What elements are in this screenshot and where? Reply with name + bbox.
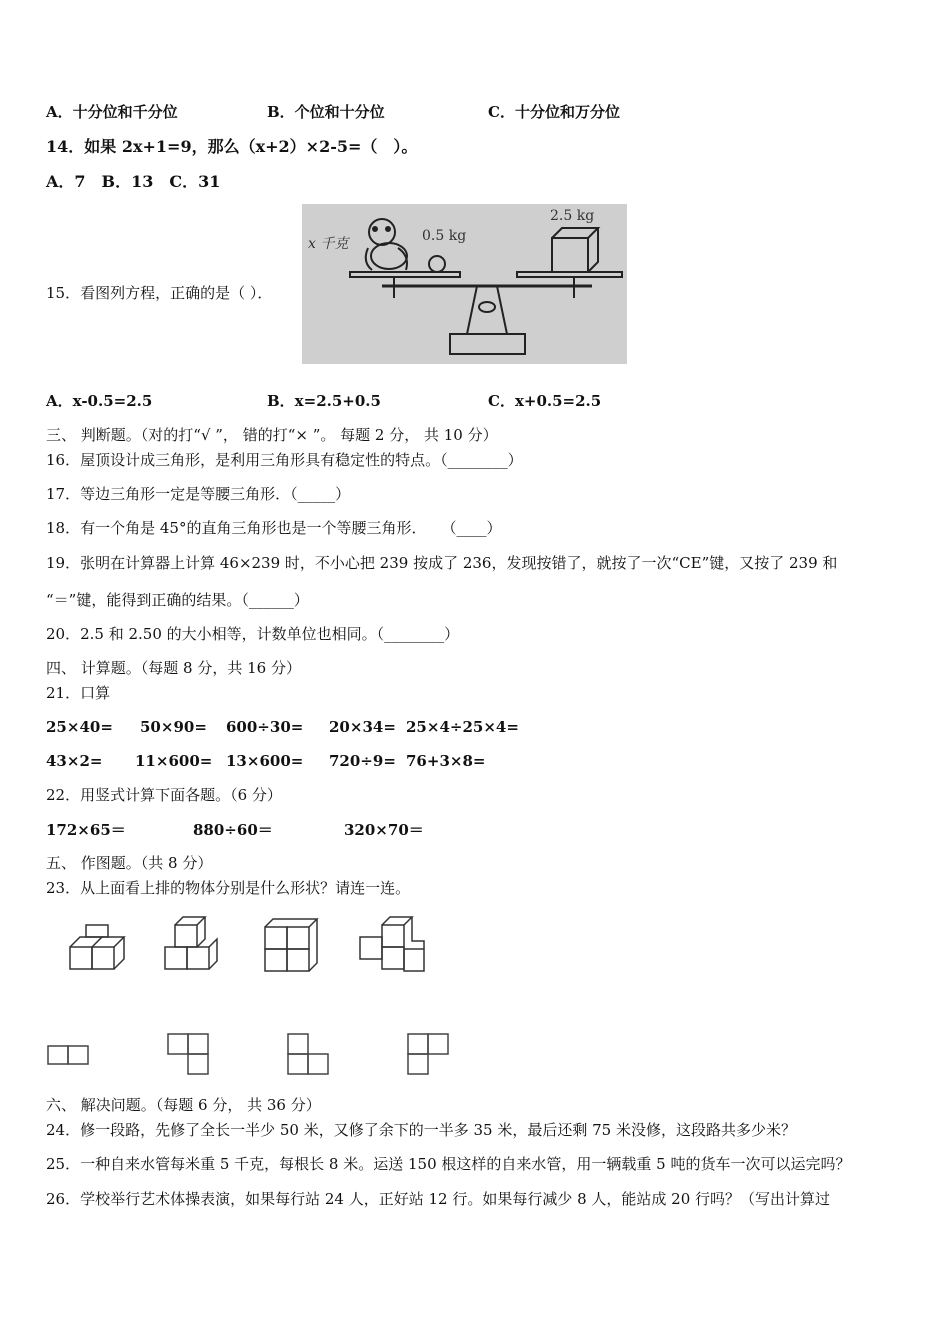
q19-line1: 19．张明在计算器上计算 46×239 时，不小心把 239 按成了 236，发现按错了，就按了一次“CE”键，又按了 239 和: [46, 554, 838, 572]
q14-options: A．7 B．13 C．31: [46, 172, 221, 191]
top-view-shape-2: [168, 1034, 208, 1074]
q15-option-b: B．x=2.5+0.5: [267, 392, 381, 410]
q19-line2: “＝”键，能得到正确的结果。（______）: [46, 591, 309, 609]
q23: 23．从上面看上排的物体分别是什么形状？请连一连。: [46, 879, 411, 897]
calc-item: 20×34=: [329, 718, 396, 736]
calc-item: 25×4÷25×4=: [406, 718, 519, 736]
q24: 24．修一段路，先修了全长一半少 50 米，又修了余下的一半多 35 米，最后还剩 75 米没修，这段路共多少米？: [46, 1121, 796, 1139]
q15-option-a: A．x-0.5=2.5: [46, 392, 153, 410]
q14-stem: 14．如果 2x+1=9，那么（x+2）×2-5=（ ）。: [46, 137, 418, 156]
q26: 26．学校举行艺术体操表演，如果每行站 24 人，正好站 12 行。如果每行减少 8 人，能站成 20 行吗？（写出计算过: [46, 1190, 831, 1208]
q13-option-a: A．十分位和千分位: [46, 103, 178, 121]
top-view-shape-1: [48, 1046, 88, 1064]
calc-item: 600÷30=: [226, 718, 304, 736]
calc-item: 76+3×8=: [406, 752, 486, 770]
q13-option-c: C．十分位和万分位: [488, 103, 620, 121]
q15-option-c: C．x+0.5=2.5: [488, 392, 602, 410]
calc-item: 880÷60＝: [193, 821, 273, 839]
top-view-shapes-row: [40, 1028, 460, 1083]
top-view-shape-3: [288, 1034, 328, 1074]
section5-title: 五、 作图题。（共 8 分）: [46, 854, 213, 872]
section6-title: 六、 解决问题。（每题 6 分， 共 36 分）: [46, 1096, 321, 1114]
q25: 25．一种自来水管每米重 5 千克，每根长 8 米。运送 150 根这样的自来水管，用一辆载重 5 吨的货车一次可以运完吗？: [46, 1155, 851, 1173]
block-figures-row: [60, 915, 440, 980]
section4-title: 四、 计算题。（每题 8 分，共 16 分）: [46, 659, 301, 677]
block-figure-3: [265, 919, 317, 971]
q22: 22．用竖式计算下面各题。（6 分）: [46, 786, 282, 804]
figure-label-x: x 千克: [308, 236, 349, 252]
block-figure-1: [70, 925, 124, 969]
q21: 21．口算: [46, 684, 111, 702]
top-view-shape-4: [408, 1034, 448, 1074]
calc-item: 320×70＝: [344, 821, 424, 839]
section3-title: 三、 判断题。（对的打“√ ”， 错的打“× ”。 每题 2 分， 共 10 分）: [46, 426, 498, 444]
q18: 18．有一个角是 45°的直角三角形也是一个等腰三角形． （____）: [46, 519, 502, 537]
q20: 20．2.5 和 2.50 的大小相等，计数单位也相同。（________）: [46, 625, 460, 643]
calc-item: 50×90=: [140, 718, 207, 736]
q16: 16．屋顶设计成三角形，是利用三角形具有稳定性的特点。（________）: [46, 451, 523, 469]
calc-item: 13×600=: [226, 752, 304, 770]
calc-item: 11×600=: [135, 752, 213, 770]
block-figure-4: [360, 917, 424, 971]
calc-item: 25×40=: [46, 718, 113, 736]
figure-label-half: 0.5 kg: [422, 228, 467, 244]
calc-item: 172×65＝: [46, 821, 126, 839]
q13-option-b: B．个位和十分位: [267, 103, 385, 121]
q17: 17．等边三角形一定是等腰三角形．（_____）: [46, 485, 351, 503]
calc-item: 43×2=: [46, 752, 103, 770]
figure-label-weight: 2.5 kg: [550, 208, 595, 224]
q15-stem: 15．看图列方程，正确的是（ ）．: [46, 284, 273, 302]
block-figure-2: [165, 917, 217, 969]
calc-item: 720÷9=: [329, 752, 396, 770]
balance-scale-figure: [302, 204, 627, 364]
